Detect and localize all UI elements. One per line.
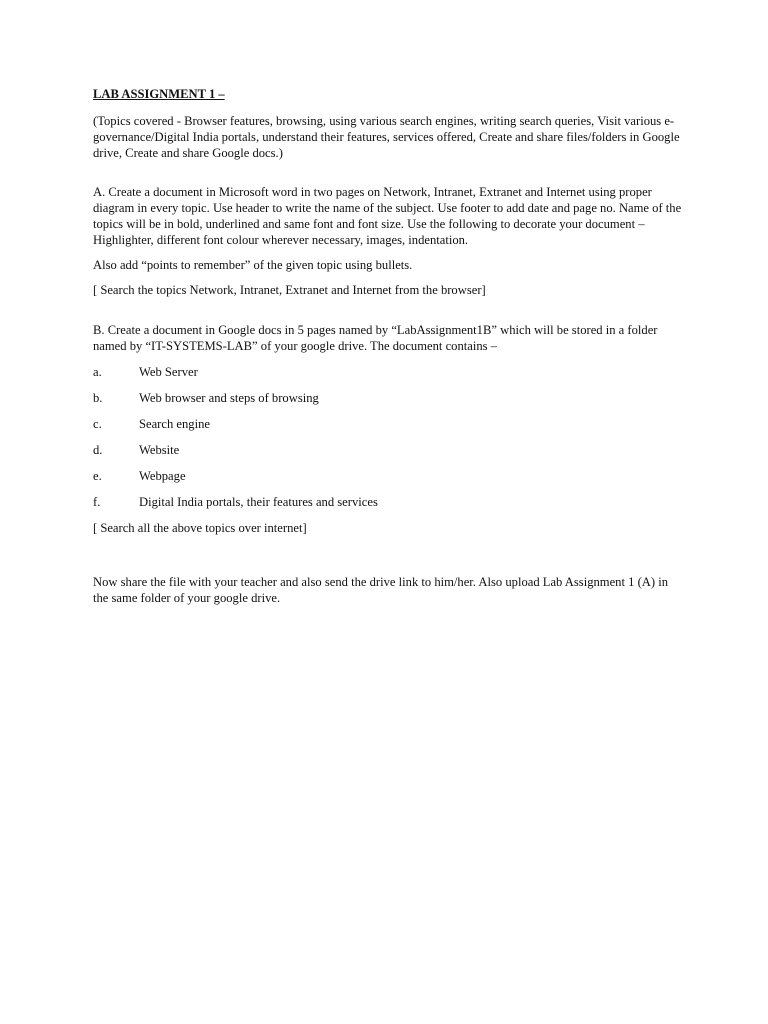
topics-covered-paragraph: (Topics covered - Browser features, browsing, using various search engines, writing search queries, Visit various e-governance/Digital India portals, understand their features, services offered, Create and share files/folders in Google drive, Create and share Google docs.) xyxy=(93,114,680,160)
list-item-text: Website xyxy=(139,443,180,457)
section-b-search-note: [ Search all the above topics over internet] xyxy=(93,521,307,535)
section-b-paragraph: B. Create a document in Google docs in 5 pages named by “LabAssignment1B” which will be stored in a folder named by “IT-SYSTEMS-LAB” of your google drive. The document contains – xyxy=(93,323,658,353)
list-item xyxy=(93,390,683,406)
list-item-text: Search engine xyxy=(139,417,210,431)
assignment-title: LAB ASSIGNMENT 1 – xyxy=(93,87,225,101)
list-item xyxy=(93,494,683,510)
list-marker: e. xyxy=(93,469,102,483)
share-instructions-paragraph: Now share the file with your teacher and also send the drive link to him/her. Also upload Lab Assignment 1 (A) in the same folder of your google drive. xyxy=(93,575,668,605)
document-page xyxy=(93,86,683,606)
list-marker: b. xyxy=(93,391,103,405)
section-a-paragraph: A. Create a document in Microsoft word in two pages on Network, Intranet, Extranet and Internet using proper diagram in every topic. Use header to write the name of the subject. Use footer to add date and page no. Name of the topics will be in bold, underlined and same font and font size. Use the following to decorate your document – Highlighter, different font colour wherever necessary, images, indentation. xyxy=(93,185,682,247)
points-to-remember-paragraph: Also add “points to remember” of the given topic using bullets. xyxy=(93,258,413,272)
list-marker: c. xyxy=(93,417,102,431)
list-item-text: Digital India portals, their features and services xyxy=(139,495,378,509)
list-item-text: Web Server xyxy=(139,365,198,379)
section-b-topic-list xyxy=(93,364,683,510)
list-item xyxy=(93,468,683,484)
section-a-search-note: [ Search the topics Network, Intranet, Extranet and Internet from the browser] xyxy=(93,283,486,297)
list-marker: a. xyxy=(93,365,102,379)
list-marker: d. xyxy=(93,443,103,457)
list-item-text: Web browser and steps of browsing xyxy=(139,391,319,405)
list-item xyxy=(93,364,683,380)
list-item xyxy=(93,442,683,458)
list-item-text: Webpage xyxy=(139,469,186,483)
list-item xyxy=(93,416,683,432)
list-marker: f. xyxy=(93,495,101,509)
